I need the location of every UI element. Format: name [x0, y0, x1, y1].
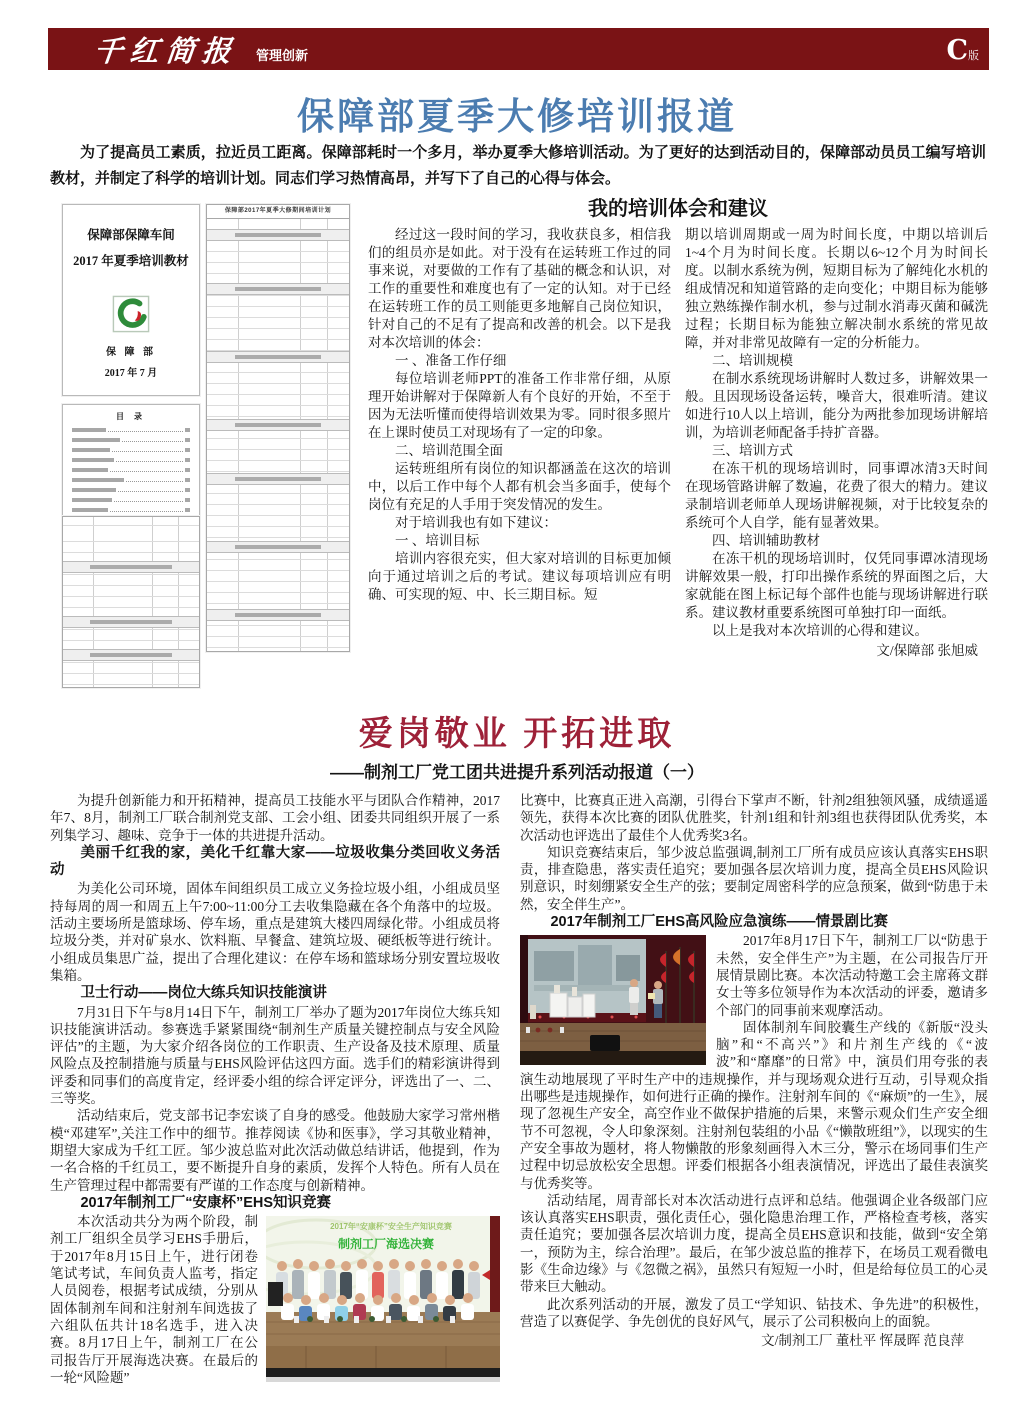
toc-line: [72, 423, 190, 432]
paragraph: 此次系列活动的开展，激发了员工“学知识、钻技术、争先进”的积极性，营造了以赛促学、争先创优的良好风气，展示了公司积极向上的面貌。: [520, 1296, 988, 1329]
subheading: 2017年制剂工厂“安康杯”EHS知识竞赛: [80, 1194, 332, 1211]
article1-body: [368, 226, 988, 666]
paragraph: 活动结束后，党支部书记李宏谈了自身的感受。他鼓励大家学习常州楷模“邓建军”,关注工作中的细节。推荐阅读《协和医事》，学习其敬业精神，期望大家成为千红工匠。邹少波总监对此次活动做总结讲话，他提到，作为一名合格的千红员工，要不断提升自身的素质，发挥个人特色。所有人员在生产管理过程中都需要有严谨的工作态度与创新精神。: [50, 1108, 500, 1193]
subheading: 卫士行动——岗位大练兵知识技能演讲: [80, 985, 327, 1002]
table-section-band: [207, 419, 349, 431]
photo-screen-caption-line2: 制剂工厂海选决赛: [337, 1237, 435, 1252]
subheading: 二、培训规模: [712, 353, 793, 368]
toc-line: [72, 443, 190, 452]
photo-screen-caption-line1: 2017年“安康杯”安全生产知识竞赛: [330, 1222, 452, 1232]
paragraph: 经过这一段时间的学习，我收获良多，相信我们的组员亦是如此。对于没有在运转班工作过的同事来说，对要做的工作有了基础的概念和认识，对工作的重要性和难度也有了一定的认知。对于已经在运转班工作的员工则能更多地解自己岗位知识，针对自己的不足有了提高和改善的机会。以下是我对本次培训的体会：: [368, 227, 671, 350]
paragraph: 固体制剂车间胶囊生产线的《新版“没头脑”和“不高兴”》和片剂生产线的《“波波”和“靡靡”的日常》中，演员们用夸张的表演生动地展现了平时生产中的违规操作，并与现场观众进行互动，引导观众指出哪些是违规操作，如何进行正确的操作。注射剂车间的《“麻烦”的一生》，展现了忽视生产安全，高空作业不做保护措施的后果，来警示观众们生产安全细节不可忽视，令人印象深刻。注射剂包装组的小品《“懒散班组”》，以现实的生产安全事故为题材，将人物懒散的形象刻画得入木三分，警示在场同事们生产过程中切忌放松安全思想。评委们根据各小组表演情况，评选出了最佳表演奖与优秀奖等。: [520, 1019, 988, 1191]
paragraph: 7月31日下午与8月14日下午，制剂工厂举办了题为2017年岗位大练兵知识技能演讲活动。参赛选手紧紧围绕“制剂生产质量关键控制点与安全风险评估”的主题，为大家介绍各岗位的工作职责、生产设备及技术原理、质量风险点及控制措施与质量与EHS风险评估这四方面。选手们的精彩演讲得到评委和同事们的高度肯定，经评委小组的综合评定评分，评选出了一、二、三等奖。: [50, 1004, 500, 1107]
paragraph: 比赛中，比赛真正进入高潮，引得台下掌声不断，针剂2组独领风骚，成绩遥遥领先，获得本次比赛的团队优胜奖，针剂1组和针剂3组也获得团队优秀奖，本次活动也评选出了最佳个人优秀奖3名。: [520, 793, 988, 843]
edition-badge: [947, 35, 980, 66]
photo-speaker-box: [590, 1035, 620, 1051]
masthead-bar: [48, 28, 989, 70]
paragraph: 活动结尾，周青部长对本次活动进行点评和总结。他强调企业各级部门应该认真落实EHS职责，强化责任心，强化隐患治理工作，严格检查考核，落实责任追究；要加强各层次培训力度，提高全员EHS意识和技能，做到“安全第一，预防为主，综合治理”。最后，在邹少波总监的推荐下，在场员工观看微电影《生命边缘》与《忽微之祸》，虽然只有短短一小时，但是给每位员工的心灵带来巨大触动。: [520, 1192, 988, 1295]
toc-line: [72, 433, 190, 442]
subheading: 2017年制剂工厂EHS高风险应急演练——情景剧比赛: [550, 914, 889, 931]
article2-subtitle: ——制剂工厂党工团共进提升系列活动报道（一）: [330, 763, 704, 782]
training-schedule-table-continued: [62, 516, 200, 688]
table-section-band: [63, 616, 199, 628]
paragraph: 为美化公司环境，固体车间组织员工成立义务捡垃圾小组，小组成员坚持每周的周一和周五上午7:00~11:00分工去收集隐藏在各个角落中的垃圾。活动主要场所是篮球场、停车场，重点是建筑大楼四周绿化带。小组成员将垃圾分类，并对矿泉水、饮料瓶、早餐盒、建筑垃圾、硬纸板等进行统计。小组成员集思广益，提出了合理化建议：在停车场和篮球场分别安置垃圾收集箱。: [50, 881, 500, 983]
toc-title: 目 录: [116, 412, 146, 421]
paragraph: 本次活动共分为两个阶段，制剂工厂组织全员学习EHS手册后，于2017年8月15日上午，进行闭卷笔试考试，车间负责人监考，指定人员阅卷，根据考试成绩，分别从固体制剂车间和注射剂车间选拔了六组队伍共计18名选手，进入决赛。8月17日上午，制剂工厂在公司报告厅开展海选决赛。在最后的一轮“风险题”: [50, 1214, 258, 1385]
paragraph: 为提升创新能力和开拓精神，提高员工技能水平与团队合作精神，2017年7、8月，制剂工厂联合制剂党支部、工会小组、团委共同组织开展了一系列集学习、趣味、竞争于一体的共进提升活动。: [50, 793, 500, 843]
paragraph: 知识竞赛结束后，邹少波总监强调,制剂工厂所有成员应该认真落实EHS职责，排查隐患，落实责任追究；要加强各层次培训力度，提高全员EHS风险识别意识，时刻绷紧安全生产的弦；要制定周密科学的应急预案，做到“防患于未然，安全伴生产”。: [520, 844, 988, 912]
article1-byline: 文/保障部 张旭威: [876, 643, 978, 658]
cover-title-line2: 2017 年夏季培训教材: [73, 254, 189, 268]
table-section-band: [207, 541, 349, 553]
edition-letter: C: [946, 35, 968, 66]
section-label: 管理创新: [256, 47, 309, 63]
toc-line: [72, 483, 190, 492]
article1-column-2: [685, 226, 988, 666]
article1-headline: 我的培训体会和建议: [588, 198, 768, 220]
paragraph: 对于培训我也有如下建议：: [395, 515, 557, 530]
paragraph: 在冻干机的现场培训时，仅凭同事谭冰清现场讲解效果一般，打印出操作系统的界面图之后，大家就能在图上标记每个部件也能与现场讲解进行联系。建议教材重要系统图可单独打印一面纸。: [685, 551, 988, 620]
subheading: 三、培训方式: [712, 443, 793, 458]
paragraph: 在冻干机的现场培训时，同事谭冰清3天时间在现场管路讲解了数遍，花费了很大的精力。建议录制培训老师单人现场讲解视频，对于比较复杂的系统可个人自学，能有显著效果。: [685, 461, 988, 530]
photo-speaker-box: [268, 1282, 283, 1306]
toc-line: [72, 453, 190, 462]
subheading: 一 、准备工作仔细: [395, 353, 507, 368]
edition-suffix: 版: [968, 50, 979, 62]
schedule-table-title: 保障部2017年夏季大修期间培训计划: [207, 205, 349, 219]
booklet-toc-page: [62, 404, 200, 518]
toc-line: [72, 493, 190, 502]
cover-department: 保 障 部: [106, 347, 156, 358]
booklet-figure: [55, 198, 360, 690]
toc-line: [72, 473, 190, 482]
article1-title: 保障部夏季大修培训报道: [297, 97, 737, 138]
subheading: 一 、培训目标: [395, 533, 480, 548]
table-section-band: [63, 561, 199, 573]
brand-logotype: 千红简报: [92, 33, 240, 68]
table-section-band: [207, 609, 349, 621]
table-section-band: [207, 473, 349, 485]
cover-date: 2017 年 7 月: [104, 368, 158, 379]
training-schedule-table: [206, 204, 350, 652]
paragraph: 以上是我对本次培训的心得和建议。: [712, 623, 928, 638]
paragraph: 培训内容很充实，但大家对培训的目标更加倾向于通过培训之后的考试。建议每项培训应有明确、可实现的短、中、长三期目标。短: [368, 551, 671, 602]
toc-line: [72, 503, 190, 512]
paragraph: 在制水系统现场讲解时人数过多，讲解效果一般。且因现场设备运转，噪音大，很难听清。建议如进行10人以上培训，能分为两批参加现场讲解培训，为培训老师配备手持扩音器。: [685, 371, 988, 440]
paragraph: 期以培训周期或一周为时间长度，中期以培训后1~4个月为时间长度。长期以6~12个月为时间长度。以制水系统为例，短期目标为了解纯化水机的组成情况和知道管路的走向变化；中期目标为能够独立熟练操作制水机，参与过制水消毒灭菌和碱洗过程；长期目标为能独立解决制水系统的常见故障，并对非常见故障有一定的分析能力。: [685, 227, 988, 350]
subheading: 四、培训辅助教材: [712, 533, 820, 548]
article1-intro: 为了提高员工素质，拉近员工距离。保障部耗时一个多月，举办夏季大修培训活动。为了更好的达到活动目的，保障部动员员工编写培训教材，并制定了科学的培训计划。同志们学习热情高昂，并写下了自己的心得与体会。: [50, 144, 986, 187]
article2-column-1: [50, 792, 500, 1403]
contest-group-photo: [266, 1216, 500, 1382]
article2-title: 爱岗敬业 开拓进取: [358, 716, 676, 753]
article2-byline: 文/制剂工厂 董杜平 恽晟晖 范良萍: [761, 1333, 964, 1349]
article2-column-2: [520, 792, 988, 1403]
cover-title-line1: 保障部保障车间: [87, 228, 175, 242]
article1-column-1: [368, 226, 671, 666]
booklet-cover: [62, 204, 200, 396]
table-section-band: [207, 283, 349, 295]
paragraph: 每位培训老师PPT的准备工作非常仔细，从原理开始讲解对于保障新人有个良好的开始，不至于因为无法听懂而使得培训效果为零。同时很多照片在上课时使员工对现场有了一定的印象。: [368, 371, 671, 440]
drama-stage-photo: [520, 935, 706, 1065]
company-logo-icon: [112, 295, 150, 333]
subheading: 美丽千红我的家，美化千红靠大家——垃圾收集分类回收义务活动: [50, 844, 500, 879]
subheading: 二、培训范围全面: [395, 443, 503, 458]
table-section-band: [207, 229, 349, 241]
paragraph: 运转班组所有岗位的知识都涵盖在这次的培训中，以后工作中每个人都有机会当多面手，使每个岗位有充足的人手用于突发情况的发生。: [368, 461, 671, 512]
paragraph: 2017年8月17日下午，制剂工厂以“防患于未然，安全伴生产”为主题，在公司报告厅开展情景剧比赛。本次活动特邀工会主席蒋文群女士等多位领导作为本次活动的评委，邀请多个部门的同事前来观摩活动。: [716, 933, 988, 1018]
table-section-band: [63, 649, 199, 661]
toc-line: [72, 463, 190, 472]
table-section-band: [207, 351, 349, 363]
article2-body: [50, 792, 988, 1403]
